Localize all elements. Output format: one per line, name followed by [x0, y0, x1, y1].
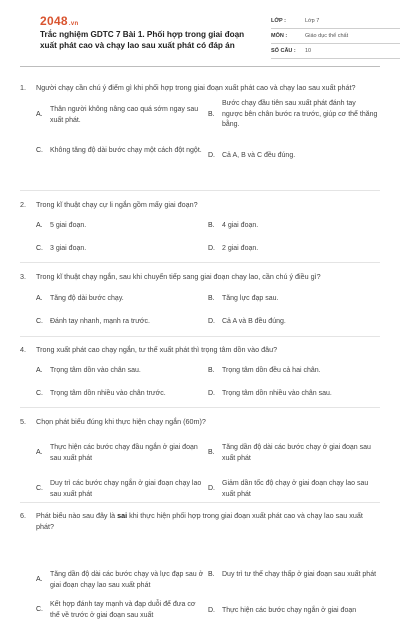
option-text: Bước chạy đầu tiên sau xuất phát đánh tay ngược bên chân bước ra trước, giúp cơ thể thăng bằng.: [222, 100, 378, 128]
question-text: [20, 510, 380, 532]
option-a[interactable]: [36, 221, 206, 232]
option-text: Thực hiện các bước chạy đầu ngắn ở giai đoạn sau xuất phát: [50, 444, 198, 462]
option-c[interactable]: [36, 389, 206, 400]
option-letter: A.: [36, 222, 43, 229]
option-text: Trọng tâm dồn nhiều vào chân trước.: [50, 390, 166, 397]
option-b[interactable]: [208, 294, 378, 305]
logo-suffix: .vn: [68, 21, 79, 27]
meta-value: Lớp 7: [305, 18, 320, 24]
option-letter: C.: [36, 485, 43, 493]
question-stem: Trong kĩ thuật chạy ngắn, sau khi chuyển tiếp sang giai đoạn chạy lao, cần chú ý điều gì?: [36, 272, 321, 281]
question-number: 2.: [20, 200, 26, 209]
question-stem: Người chạy cần chú ý điểm gì khi phối hợp trong giai đoạn xuất phát cao và chạy lao sau xuất phát?: [36, 83, 356, 92]
option-letter: A.: [36, 111, 43, 119]
option-letter: D.: [208, 390, 215, 397]
option-text: Tăng độ dài bước chạy.: [50, 295, 124, 302]
question-text: [20, 82, 380, 93]
question-divider: [20, 502, 380, 503]
question-3: [20, 271, 380, 325]
option-text: 2 giai đoạn.: [222, 245, 259, 252]
option-text: Không tăng độ dài bước chạy một cách đột ngột.: [50, 147, 202, 154]
option-letter: C.: [36, 318, 43, 325]
option-c[interactable]: [36, 146, 206, 157]
question-number: 1.: [20, 83, 26, 92]
question-1: [20, 82, 380, 159]
option-b[interactable]: [208, 570, 378, 581]
question-divider: [20, 190, 380, 191]
question-stem-part: khi thực hiện phối hợp trong giai đoạn xuất phát cao và chạy lao sau xuất phát?: [36, 511, 363, 531]
option-d[interactable]: [208, 317, 378, 328]
option-letter: A.: [36, 576, 43, 584]
option-d[interactable]: [208, 606, 378, 617]
option-text: Cả A và B đều đúng.: [222, 318, 286, 325]
question-stem: [36, 510, 380, 532]
option-a[interactable]: [36, 366, 206, 377]
option-text: Duy trì tư thế chạy thấp ở giai đoạn sau xuất phát: [222, 571, 377, 578]
question-number: 3.: [20, 272, 26, 281]
question-number: 5.: [20, 417, 26, 426]
question-number: 4.: [20, 345, 26, 354]
header-divider: [20, 66, 380, 67]
document-header: [20, 0, 380, 60]
question-divider: [20, 407, 380, 408]
option-letter: C.: [36, 390, 43, 397]
option-b[interactable]: [208, 366, 378, 377]
option-c[interactable]: [36, 317, 206, 328]
option-text: Thân người không nâng cao quá sớm ngay sau xuất phát.: [50, 106, 199, 124]
meta-table: [271, 14, 400, 59]
question-text: [20, 271, 380, 282]
question-text: [20, 416, 380, 427]
question-number: 6.: [20, 511, 26, 520]
option-a[interactable]: [36, 294, 206, 305]
option-text: Tăng lực đạp sau.: [222, 295, 279, 302]
option-b[interactable]: [208, 99, 378, 131]
meta-row-class: [271, 14, 400, 29]
question-stem: Chọn phát biểu đúng khi thực hiện chạy ngắn (60m)?: [36, 417, 206, 426]
option-letter: B.: [208, 222, 215, 229]
logo-text: 2048: [40, 14, 68, 28]
option-text: Trọng tâm dồn nhiều vào chân sau.: [222, 390, 332, 397]
option-text: 4 giai đoạn.: [222, 222, 259, 229]
site-logo[interactable]: [40, 14, 78, 28]
option-text: Cả A, B và C đều đúng.: [222, 152, 296, 159]
option-letter: D.: [208, 318, 215, 325]
option-letter: B.: [208, 295, 215, 302]
option-letter: D.: [208, 152, 215, 159]
option-text: 5 giai đoạn.: [50, 222, 87, 229]
option-letter: C.: [36, 606, 43, 614]
question-6: [20, 510, 380, 619]
option-letter: D.: [208, 607, 215, 614]
option-d[interactable]: [208, 244, 378, 255]
option-text: Tăng dần độ dài các bước chạy ở giai đoạn sau xuất phát: [222, 444, 371, 462]
option-a[interactable]: [36, 570, 206, 591]
question-stem-part: Phát biểu nào sau đây là: [36, 511, 118, 520]
question-stem: Trong xuất phát cao chạy ngắn, tư thế xuất phát thì trọng tâm dồn vào đâu?: [36, 345, 278, 354]
option-letter: B.: [208, 449, 215, 457]
document-title: Trắc nghiệm GDTC 7 Bài 1. Phối hợp trong giai đoạn xuất phát cao và chạy lao sau xuất phát có đáp án: [40, 30, 245, 50]
option-a[interactable]: [36, 443, 206, 464]
option-a[interactable]: [36, 105, 206, 126]
option-letter: B.: [208, 367, 215, 374]
question-divider: [20, 262, 380, 263]
option-text: Trọng tâm dồn vào chân sau.: [50, 367, 141, 374]
option-c[interactable]: [36, 600, 206, 621]
option-letter: D.: [208, 245, 215, 252]
option-letter: C.: [36, 147, 43, 154]
option-text: Trọng tâm dồn đều cả hai chân.: [222, 367, 321, 374]
meta-row-count: [271, 44, 400, 59]
option-d[interactable]: [208, 389, 378, 400]
option-text: Giảm dần tốc độ chạy ở giai đoạn chạy lao sau xuất phát: [222, 480, 369, 498]
option-text: Duy trì các bước chạy ngắn ở giai đoạn chạy lao sau xuất phát: [50, 480, 202, 498]
option-text: Kết hợp đánh tay mạnh và đạp duỗi để đưa cơ thể về trước ở giai đoạn sau xuất: [50, 601, 196, 619]
question-text: [20, 344, 380, 355]
option-letter: A.: [36, 449, 43, 457]
question-stem: Trong kĩ thuật chạy cự li ngắn gồm mấy giai đoạn?: [36, 200, 198, 209]
meta-label: SỐ CÂU :: [271, 48, 296, 54]
meta-value: 10: [305, 48, 312, 54]
question-text: [20, 199, 380, 210]
option-c[interactable]: [36, 244, 206, 255]
option-letter: D.: [208, 485, 215, 493]
option-text: 3 giai đoạn.: [50, 245, 87, 252]
option-letter: B.: [208, 571, 215, 578]
meta-row-subject: [271, 29, 400, 44]
option-letter: B.: [208, 110, 215, 118]
question-2: [20, 199, 380, 252]
meta-label: LỚP :: [271, 18, 286, 24]
option-d[interactable]: [208, 479, 378, 500]
question-divider: [20, 336, 380, 337]
meta-value: Giáo dục thể chất: [305, 33, 349, 39]
option-c[interactable]: [36, 479, 206, 500]
option-text: Tăng dần độ dài các bước chạy và lực đạp sau ở giai đoạn chạy lao sau xuất phát: [50, 571, 204, 589]
option-b[interactable]: [208, 443, 378, 464]
meta-label: MÔN :: [271, 33, 288, 39]
option-d[interactable]: [208, 151, 378, 162]
option-b[interactable]: [208, 221, 378, 232]
option-letter: A.: [36, 367, 43, 374]
option-text: Thực hiện các bước chạy ngắn ở giai đoạn: [222, 607, 357, 614]
question-4: [20, 344, 380, 397]
question-5: [20, 416, 380, 498]
question-emphasis: sai: [117, 511, 128, 520]
option-text: Đánh tay nhanh, mạnh ra trước.: [50, 318, 150, 325]
option-letter: C.: [36, 245, 43, 252]
option-letter: A.: [36, 295, 43, 302]
